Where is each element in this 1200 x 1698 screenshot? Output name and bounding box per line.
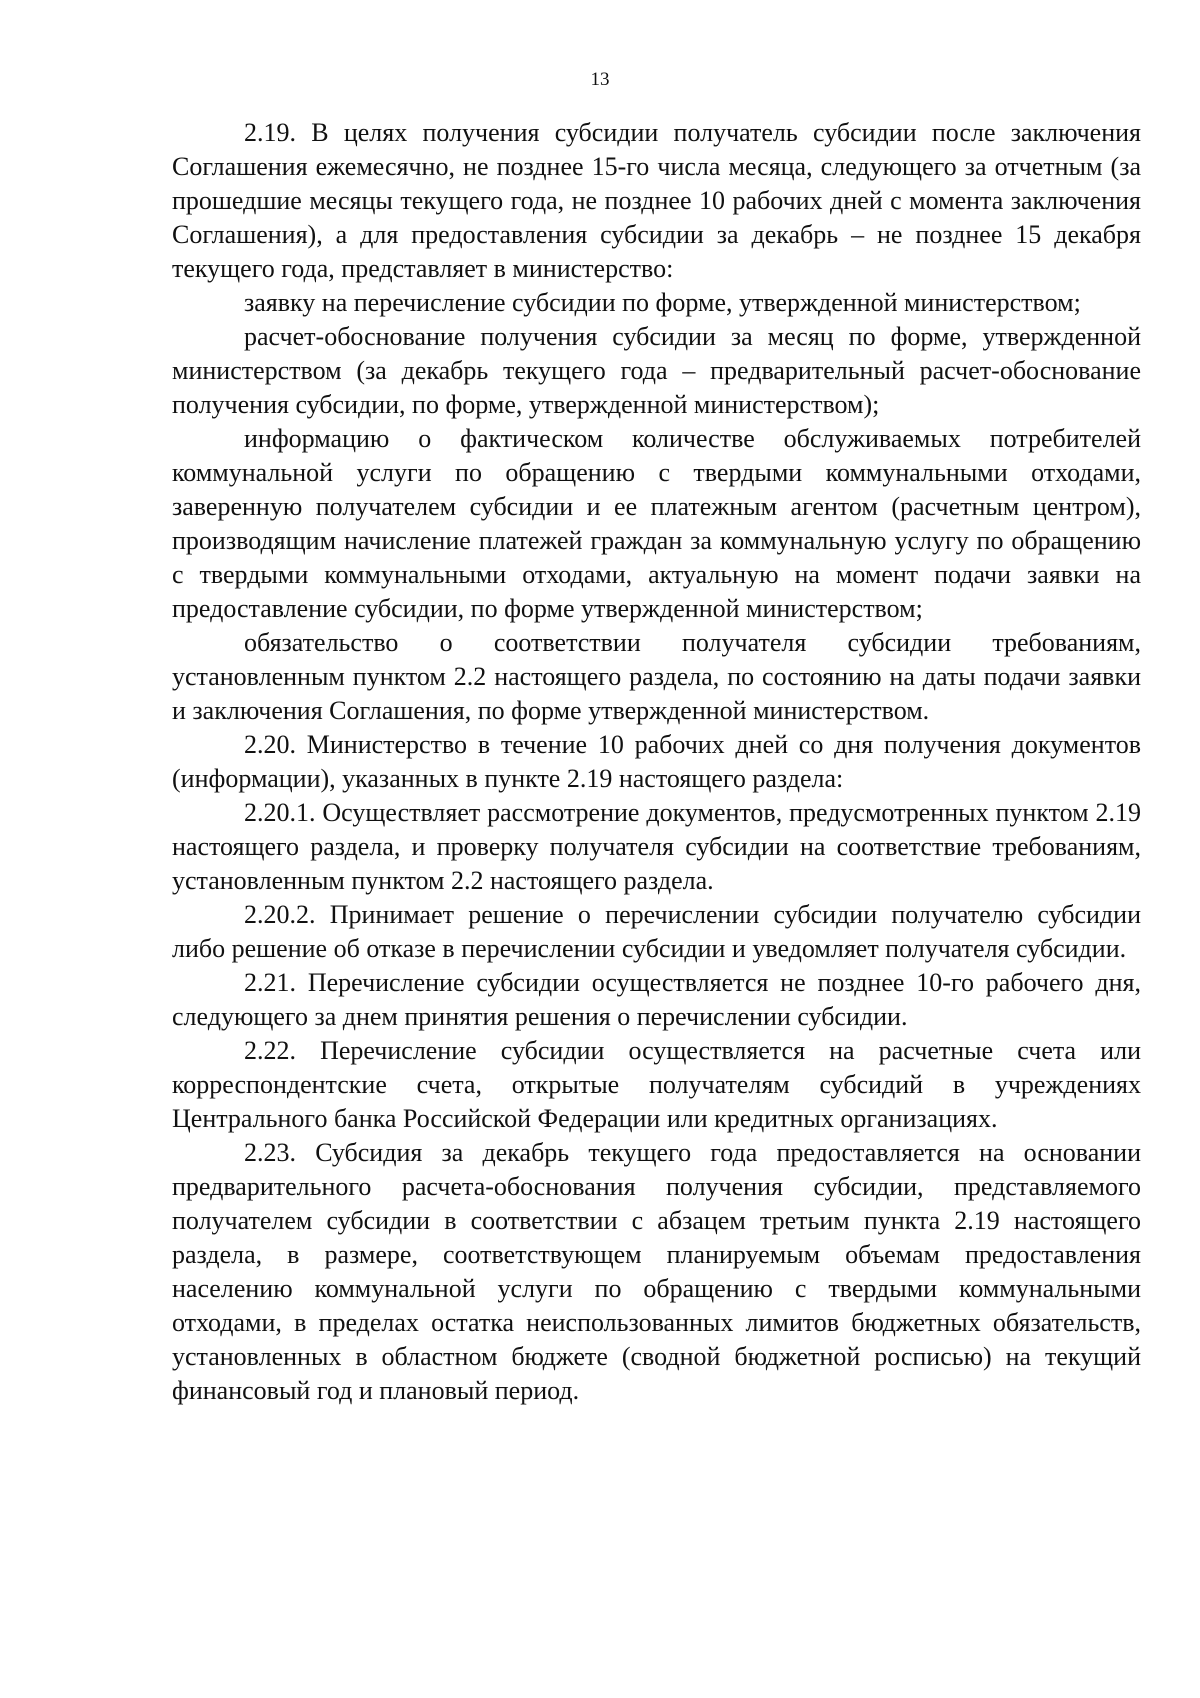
paragraph-consumer-info: информацию о фактическом количестве обслуживаемых потребителей коммунальной услуги по обращению с твердыми коммунальными отходами, заверенную получателем субсидии и ее платежным агентом (расчетным центром), производящим начисление платежей граждан за коммунальную услугу по обращению с твердыми коммунальными отходами, актуальную на момент подачи заявки на предоставление субсидии, по форме утвержденной министерством; [172,424,1141,623]
paragraph-application: заявку на перечисление субсидии по форме, утвержденной министерством; [244,288,1081,317]
document-body [172,116,1141,1408]
paragraph-2-20-1: 2.20.1. Осуществляет рассмотрение документов, предусмотренных пунктом 2.19 настоящего раздела, и проверку получателя субсидии на соответствие требованиям, установленным пунктом 2.2 настоящего раздела. [172,798,1141,895]
paragraph-2-20: 2.20. Министерство в течение 10 рабочих дней со дня получения документов (информации), указанных в пункте 2.19 настоящего раздела: [172,730,1141,793]
paragraph-calculation: расчет-обоснование получения субсидии за месяц по форме, утвержденной министерством (за декабрь текущего года – предварительный расчет-обоснование получения субсидии, по форме, утвержденной министерством); [172,322,1141,419]
paragraph-2-20-2: 2.20.2. Принимает решение о перечислении субсидии получателю субсидии либо решение об отказе в перечислении субсидии и уведомляет получателя субсидии. [172,900,1141,963]
paragraph-2-23: 2.23. Субсидия за декабрь текущего года предоставляется на основании предварительного расчета-обоснования получения субсидии, представляемого получателем субсидии в соответствии с абзацем третьим пункта 2.19 настоящего раздела, в размере, соответствующем планируемым объемам предоставления населению коммунальной услуги по обращению с твердыми коммунальными отходами, в пределах остатка неиспользованных лимитов бюджетных обязательств, установленных в областном бюджете (сводной бюджетной росписью) на текущий финансовый год и плановый период. [172,1138,1141,1405]
page-number: 13 [590,69,610,90]
paragraph-obligation: обязательство о соответствии получателя субсидии требованиям, установленным пунктом 2.2 настоящего раздела, по состоянию на даты подачи заявки и заключения Соглашения, по форме утвержденной министерством. [172,628,1141,725]
paragraph-2-22: 2.22. Перечисление субсидии осуществляется на расчетные счета или корреспондентские счета, открытые получателям субсидий в учреждениях Центрального банка Российской Федерации или кредитных организациях. [172,1036,1141,1133]
paragraph-2-19: 2.19. В целях получения субсидии получатель субсидии после заключения Соглашения ежемесячно, не позднее 15-го числа месяца, следующего за отчетным (за прошедшие месяцы текущего года, не позднее 10 рабочих дней с момента заключения Соглашения), а для предоставления субсидии за декабрь – не позднее 15 декабря текущего года, представляет в министерство: [172,118,1141,283]
paragraph-2-21: 2.21. Перечисление субсидии осуществляется не позднее 10-го рабочего дня, следующего за днем принятия решения о перечислении субсидии. [172,968,1141,1031]
